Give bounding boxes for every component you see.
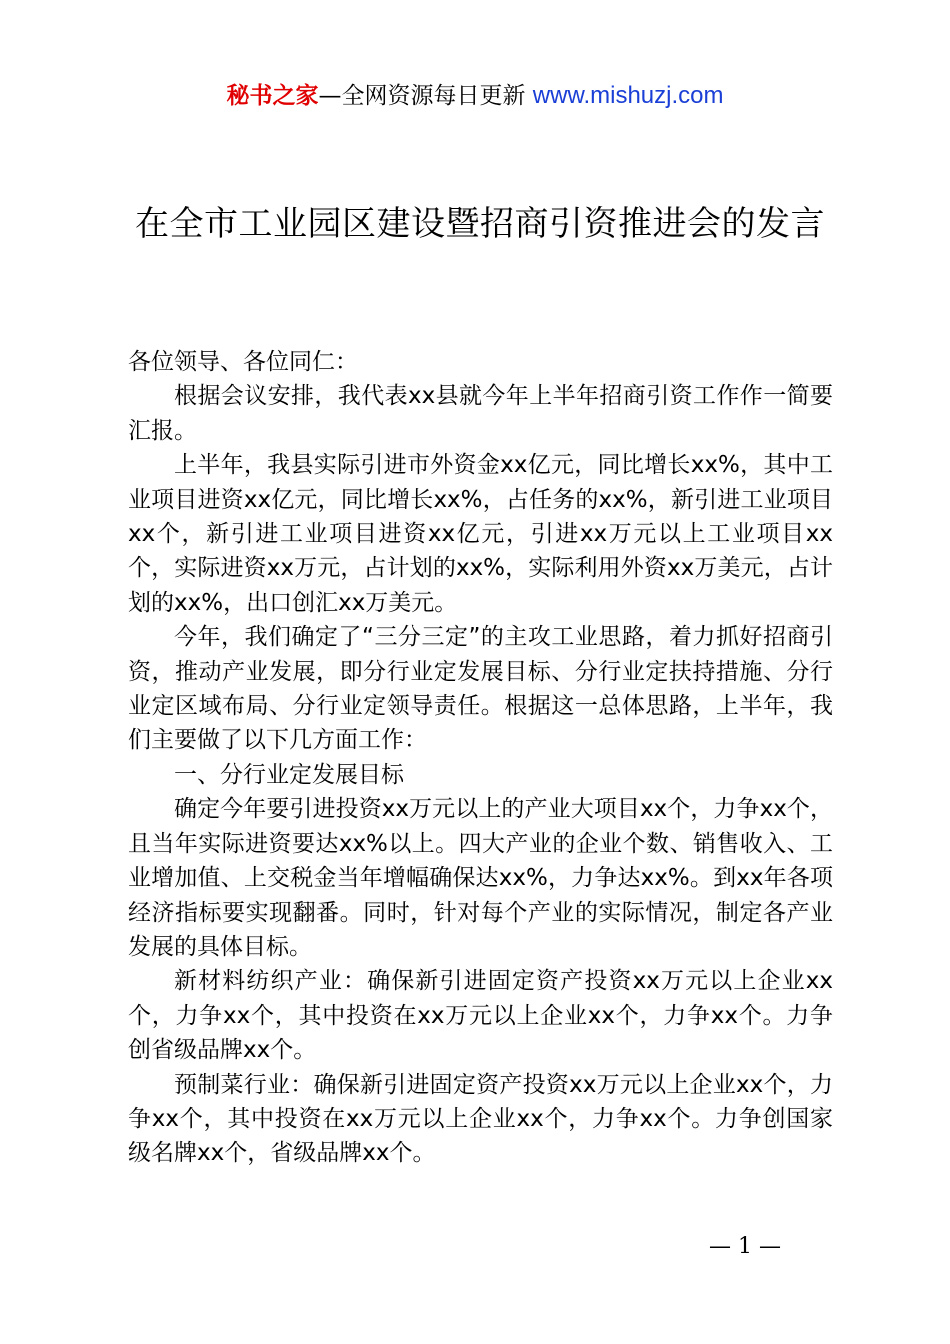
page-number: — 1 — bbox=[709, 1234, 781, 1259]
paragraph-targets: 确定今年要引进投资xx万元以上的产业大项目xx个，力争xx个，且当年实际进资要达xx%以上。四大产业的企业个数、销售收入、工业增加值、上交税金当年增幅确保达xx%，力争达xx%。到xx年各项经济指标要实现翻番。同时，针对每个产业的实际情况，制定各产业发展的具体目标。 bbox=[128, 796, 833, 960]
salutation: 各位领导、各位同仁： bbox=[128, 349, 358, 375]
site-url-link[interactable]: www.mishuzj.com bbox=[532, 82, 724, 109]
brand-name: 秘书之家 bbox=[226, 83, 319, 109]
paragraph-intro: 根据会议安排，我代表xx县就今年上半年招商引资工作作一简要汇报。 bbox=[128, 383, 833, 444]
document-body bbox=[128, 345, 833, 1171]
paragraph-results: 上半年，我县实际引进市外资金xx亿元，同比增长xx%，其中工业项目进资xx亿元，同比增长xx%，占任务的xx%，新引进工业项目xx个，新引进工业项目进资xx亿元，引进xx万元以上工业项目xx个，实际进资xx万元，占计划的xx%，实际利用外资xx万美元，占计划的xx%，出口创汇xx万美元。 bbox=[128, 452, 833, 616]
header-slogan: —全网资源每日更新 bbox=[318, 83, 533, 109]
paragraph-prepared-food: 预制菜行业：确保新引进固定资产投资xx万元以上企业xx个，力争xx个，其中投资在xx万元以上企业xx个，力争xx个。力争创国家级名牌xx个，省级品牌xx个。 bbox=[128, 1071, 833, 1167]
document-title: 在全市工业园区建设暨招商引资推进会的发言 bbox=[135, 204, 825, 244]
site-header bbox=[0, 80, 950, 112]
paragraph-strategy: 今年，我们确定了“三分三定”的主攻工业思路，着力抓好招商引资，推动产业发展，即分行业定发展目标、分行业定扶持措施、分行业定区域布局、分行业定领导责任。根据这一总体思路，上半年，我们主要做了以下几方面工作： bbox=[128, 624, 833, 754]
paragraph-textile: 新材料纺织产业：确保新引进固定资产投资xx万元以上企业xx个，力争xx个，其中投资在xx万元以上企业xx个，力争xx个。力争创省级品牌xx个。 bbox=[128, 968, 833, 1064]
section-heading: 一、分行业定发展目标 bbox=[174, 761, 404, 788]
